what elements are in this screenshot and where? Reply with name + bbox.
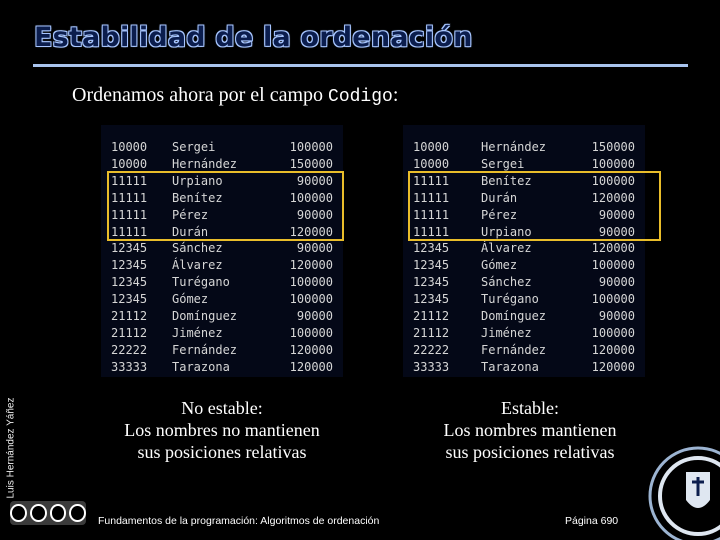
right-cell: Durán <box>481 190 518 205</box>
left-cell: 12345 <box>111 275 148 290</box>
left-cell: 12345 <box>111 292 148 307</box>
slide-title: Estabilidad de la ordenación <box>34 22 473 53</box>
right-cell: Gómez <box>481 258 518 273</box>
cc-icon <box>10 504 27 522</box>
nc-icon <box>50 504 67 522</box>
left-cell: 10000 <box>111 156 148 171</box>
left-cell: 90000 <box>296 241 333 256</box>
left-cell: 120000 <box>289 224 333 239</box>
unstable-caption <box>92 397 352 463</box>
left-cell: Álvarez <box>172 258 223 273</box>
by-icon <box>30 504 47 522</box>
left-cell: Urpiano <box>172 173 223 188</box>
left-cell: 120000 <box>289 359 333 374</box>
stable-caption <box>400 397 660 463</box>
left-cell: 100000 <box>289 275 333 290</box>
left-cell: 100000 <box>289 190 333 205</box>
right-cell: Benítez <box>481 173 532 188</box>
left-cell: Benítez <box>172 190 223 205</box>
right-cell: 12345 <box>413 241 450 256</box>
right-cell: Álvarez <box>481 241 532 256</box>
right-cell: 100000 <box>591 173 635 188</box>
subtitle <box>72 84 398 107</box>
left-cell: Pérez <box>172 207 209 222</box>
left-cell: 21112 <box>111 325 148 340</box>
unstable-caption-line3: sus posiciones relativas <box>137 442 307 462</box>
stable-caption-line2: Los nombres mantienen <box>443 420 617 440</box>
left-cell: 100000 <box>289 292 333 307</box>
left-cell: 90000 <box>296 309 333 324</box>
right-cell: 11111 <box>413 207 450 222</box>
right-cell: Domínguez <box>481 309 547 324</box>
left-cell: 11111 <box>111 190 148 205</box>
right-cell: 11111 <box>413 224 450 239</box>
left-cell: 12345 <box>111 241 148 256</box>
left-cell: 120000 <box>289 342 333 357</box>
left-cell: 10000 <box>111 140 148 154</box>
unstable-sort-table <box>101 125 343 377</box>
right-cell: Tarazona <box>481 359 539 374</box>
title-underline <box>33 64 688 67</box>
subtitle-code: Codigo <box>328 87 393 107</box>
right-cell: 12345 <box>413 258 450 273</box>
university-seal-icon <box>638 424 720 540</box>
right-cell: Urpiano <box>481 224 532 239</box>
stable-sort-table <box>403 125 645 377</box>
left-cell: Jiménez <box>172 325 223 340</box>
stable-caption-line1: Estable: <box>501 398 559 418</box>
left-cell: 33333 <box>111 359 148 374</box>
left-cell: 11111 <box>111 207 148 222</box>
right-cell: 100000 <box>591 325 635 340</box>
left-cell: 11111 <box>111 173 148 188</box>
left-cell: 21112 <box>111 309 148 324</box>
right-cell: 90000 <box>598 275 635 290</box>
creative-commons-license-badge <box>10 501 86 525</box>
right-cell: 33333 <box>413 359 450 374</box>
right-cell: 120000 <box>591 359 635 374</box>
left-cell: Durán <box>172 224 209 239</box>
right-cell: 21112 <box>413 309 450 324</box>
right-cell: 12345 <box>413 275 450 290</box>
right-cell: 10000 <box>413 156 450 171</box>
right-cell: Sergei <box>481 156 525 171</box>
left-cell: 22222 <box>111 342 148 357</box>
right-cell: 150000 <box>591 140 635 154</box>
stable-caption-line3: sus posiciones relativas <box>445 442 615 462</box>
right-cell: 100000 <box>591 292 635 307</box>
right-cell: Fernández <box>481 342 547 357</box>
left-highlight-box <box>107 171 344 241</box>
subtitle-text: Ordenamos ahora por el campo <box>72 84 329 106</box>
right-cell: 11111 <box>413 190 450 205</box>
left-cell: 100000 <box>289 140 333 154</box>
left-cell: Turégano <box>172 275 230 290</box>
left-cell: Hernández <box>172 156 238 171</box>
right-cell: 22222 <box>413 342 450 357</box>
left-cell: 90000 <box>296 207 333 222</box>
right-cell: Pérez <box>481 207 518 222</box>
left-cell: 90000 <box>296 173 333 188</box>
subtitle-suffix: : <box>392 84 399 106</box>
left-cell: 120000 <box>289 258 333 273</box>
right-cell: 11111 <box>413 173 450 188</box>
footer-course-title: Fundamentos de la programación: Algoritmos de ordenación <box>98 515 380 527</box>
left-cell: Gómez <box>172 292 209 307</box>
right-highlight-box <box>408 171 661 241</box>
sa-icon <box>69 504 86 522</box>
right-cell: 90000 <box>598 309 635 324</box>
right-cell: 90000 <box>598 224 635 239</box>
left-cell: Tarazona <box>172 359 230 374</box>
right-cell: 10000 <box>413 140 450 154</box>
right-cell: Sánchez <box>481 275 532 290</box>
right-cell: Turégano <box>481 292 539 307</box>
left-cell: 11111 <box>111 224 148 239</box>
right-cell: 100000 <box>591 156 635 171</box>
left-cell: Domínguez <box>172 309 238 324</box>
author-vertical-label: Luis Hernández Yáñez <box>5 397 17 499</box>
unstable-caption-line2: Los nombres no mantienen <box>124 420 320 440</box>
right-cell: 120000 <box>591 342 635 357</box>
right-cell: 100000 <box>591 258 635 273</box>
left-cell: 100000 <box>289 325 333 340</box>
left-cell: Sánchez <box>172 241 223 256</box>
page-number: Página 690 <box>565 515 619 527</box>
right-cell: 12345 <box>413 292 450 307</box>
left-cell: 150000 <box>289 156 333 171</box>
right-cell: Jiménez <box>481 325 532 340</box>
left-cell: 12345 <box>111 258 148 273</box>
right-cell: 120000 <box>591 241 635 256</box>
right-cell: 21112 <box>413 325 450 340</box>
left-cell: Fernández <box>172 342 238 357</box>
unstable-caption-line1: No estable: <box>181 398 263 418</box>
right-cell: Hernández <box>481 140 547 154</box>
left-cell: Sergei <box>172 140 216 154</box>
right-cell: 120000 <box>591 190 635 205</box>
right-cell: 90000 <box>598 207 635 222</box>
